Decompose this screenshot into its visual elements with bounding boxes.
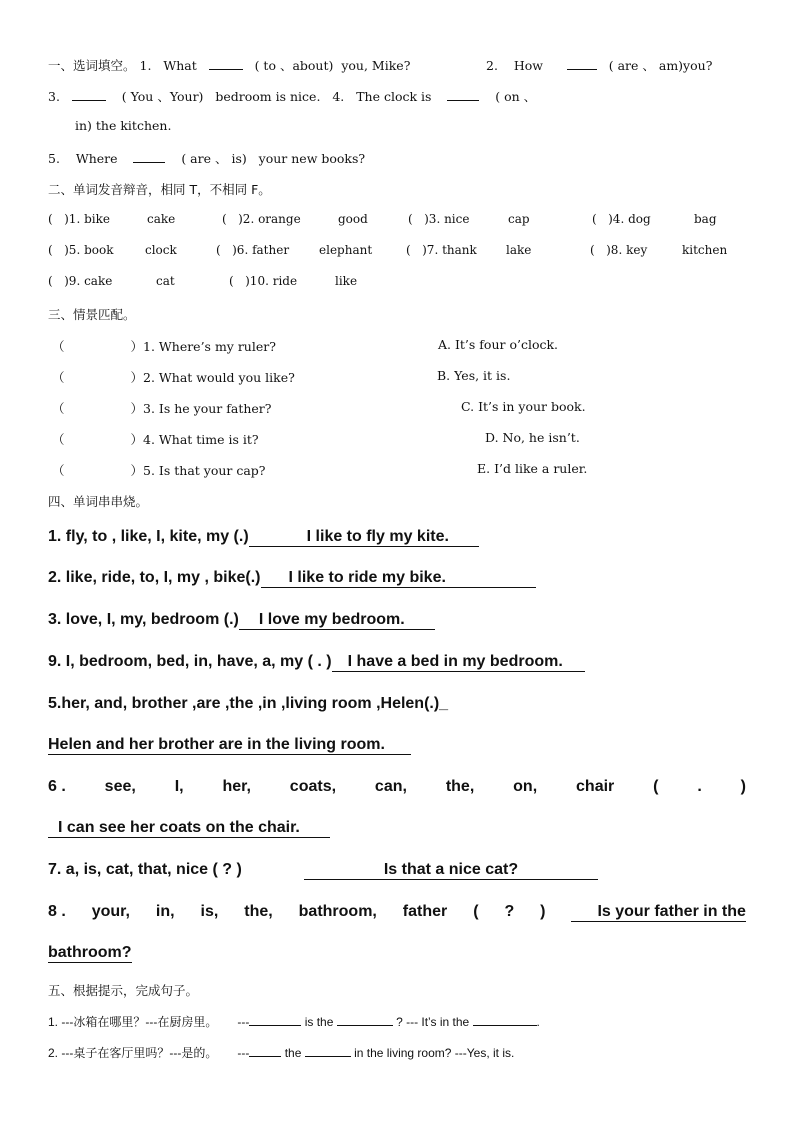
- section5-title: 五、根据提示，完成句子。: [48, 983, 199, 998]
- q1-word: What: [163, 58, 197, 73]
- s3-answer-b: B. Yes, it is.: [437, 368, 511, 383]
- q3-options: ( You 、Your): [121, 89, 204, 104]
- section4-title: 四、单词串串烧。: [48, 494, 149, 509]
- q4-continued: in) the kitchen.: [75, 118, 172, 133]
- s2-item-6-num: )6. father: [232, 243, 290, 257]
- s4-sentence-8-words: [48, 903, 746, 922]
- s4-sentence-8-answer: [48, 944, 132, 963]
- s4-q6-token: (: [653, 778, 659, 795]
- s3-question-1: （ ）1. Where’s my ruler?: [52, 339, 276, 354]
- q5-number: 5.: [48, 151, 60, 166]
- section3-title: 三、情景匹配。: [48, 307, 136, 322]
- s4-sentence-5-answer: [48, 736, 411, 755]
- s5-q1-text-4: .: [536, 1015, 540, 1029]
- s5-q1-text-3: ? --- It’s in the: [396, 1015, 470, 1029]
- s2-item-4: ( )4. dog: [592, 212, 651, 226]
- s5-q1: [48, 1013, 540, 1030]
- s4-q6-token: see,: [104, 778, 136, 795]
- q5-blank[interactable]: [133, 151, 165, 163]
- s5-q1-blank-2[interactable]: [337, 1014, 393, 1026]
- s3-question-5: （ ）5. Is that your cap?: [52, 463, 266, 478]
- s4-q6-token: coats,: [289, 778, 337, 795]
- section2-title: 二、单词发音辩音，相同 T，不相同 F。: [48, 182, 271, 197]
- s4-q6-token: ): [740, 778, 746, 795]
- s4-q6-token: chair: [576, 778, 615, 795]
- s4-q8-token: in,: [155, 903, 175, 920]
- s2-item-5-num: )5. book: [64, 243, 114, 257]
- s2-item-8-word: kitchen: [682, 243, 728, 257]
- s3-answer-c: C. It’s in your book.: [461, 399, 586, 414]
- s4-q4-answer: I have a bed in my bedroom.: [332, 653, 585, 672]
- s2-item-7: ( )7. thank: [406, 243, 477, 257]
- s5-q2: [48, 1044, 514, 1061]
- s4-q6-token: 6 .: [48, 778, 66, 795]
- s5-q2-text-2: the: [284, 1046, 302, 1060]
- s4-q1-words: 1. fly, to , like, I, kite, my (.): [48, 528, 249, 545]
- s4-q6-token: .: [697, 778, 702, 795]
- s4-q6-answer: I can see her coats on the chair.: [48, 819, 330, 838]
- s5-q2-blank-2[interactable]: [305, 1045, 351, 1057]
- s3-question-4: （ ）4. What time is it?: [52, 432, 259, 447]
- s4-sentence-4: [48, 653, 585, 672]
- s4-sentence-6-answer: [48, 819, 330, 838]
- q2-row: [486, 56, 712, 74]
- s2-item-2-word: good: [338, 212, 368, 226]
- s3-question-5-text: ）5. Is that your cap?: [130, 463, 266, 478]
- q3-rest: bedroom is nice.: [215, 89, 321, 104]
- s4-q8-token: (: [473, 903, 479, 920]
- s4-q3-words: 3. love, I, my, bedroom (.): [48, 611, 239, 628]
- q2-blank[interactable]: [567, 58, 597, 70]
- s4-q5-answer: Helen and her brother are in the living room.: [48, 736, 411, 755]
- s4-q8-answer-part1: Is your father in the: [571, 903, 745, 922]
- s4-q6-token: her,: [222, 778, 251, 795]
- s5-q1-dash: ---: [237, 1015, 250, 1029]
- s4-q2-answer: I like to ride my bike.: [261, 569, 536, 588]
- s3-question-2-text: ）2. What would you like?: [130, 370, 295, 385]
- s2-item-5: ( )5. book: [48, 243, 114, 257]
- s4-sentence-6-words: [48, 778, 746, 796]
- q5-word: Where: [75, 151, 118, 166]
- s3-answer-d: D. No, he isn’t.: [485, 430, 580, 445]
- q3-q4-row: [48, 87, 536, 105]
- s5-q1-blank-1[interactable]: [249, 1014, 301, 1026]
- s5-q2-prompt: 2. ---桌子在客厅里吗？---是的。: [48, 1046, 218, 1060]
- s4-q7-answer: Is that a nice cat?: [304, 861, 598, 880]
- s2-item-4-num: )4. dog: [608, 212, 651, 226]
- s2-item-10-num: )10. ride: [245, 274, 298, 288]
- q3-number: 3.: [48, 89, 60, 104]
- s2-item-2: ( )2. orange: [222, 212, 301, 226]
- s2-item-2-num: )2. orange: [238, 212, 301, 226]
- s3-question-2: （ ）2. What would you like?: [52, 370, 295, 385]
- s4-q8-token: ): [540, 903, 546, 920]
- s4-sentence-2: [48, 569, 536, 588]
- s5-q2-text-3: in the living room? ---Yes, it is.: [354, 1046, 515, 1060]
- q1-number: 1.: [139, 58, 152, 73]
- s5-q1-prompt: 1. ---冰箱在哪里？---在厨房里。: [48, 1015, 218, 1029]
- s2-item-6-word: elephant: [319, 243, 373, 257]
- s2-item-3-num: )3. nice: [424, 212, 470, 226]
- s4-q8-token: the,: [244, 903, 273, 920]
- section1-title: 一、选词填空。: [48, 58, 136, 73]
- s2-item-9: ( )9. cake: [48, 274, 113, 288]
- s4-q8-token: is,: [200, 903, 219, 920]
- s2-item-4-word: bag: [694, 212, 717, 226]
- q1-rest: you, Mike?: [341, 58, 411, 73]
- q4-words: The clock is: [356, 89, 432, 104]
- q4-options: ( on 、: [495, 89, 537, 104]
- s4-q6-token: can,: [374, 778, 407, 795]
- s4-q8-token: ?: [504, 903, 515, 920]
- section1-row1: [48, 56, 410, 74]
- s5-q1-blank-3[interactable]: [473, 1014, 537, 1026]
- s4-q6-token: the,: [445, 778, 475, 795]
- s2-item-1: ( )1. bike: [48, 212, 110, 226]
- s4-q2-words: 2. like, ride, to, I, my , bike(.): [48, 569, 261, 586]
- s4-q7-words: 7. a, is, cat, that, nice ( ? ): [48, 861, 242, 878]
- s4-sentence-5-words: 5.her, and, brother ,are ,the ,in ,living room ,Helen(.)_: [48, 695, 449, 712]
- s4-q8-token: your,: [91, 903, 130, 920]
- s2-item-1-word: cake: [147, 212, 176, 226]
- s3-answer-e: E. I’d like a ruler.: [477, 461, 588, 476]
- q2-options: ( are 、 am)you?: [608, 58, 713, 73]
- s4-q3-answer: I love my bedroom.: [239, 611, 435, 630]
- s4-q8-token: 8 .: [48, 903, 66, 920]
- s3-question-3: （ ）3. Is he your father?: [52, 401, 272, 416]
- s2-item-1-num: )1. bike: [64, 212, 110, 226]
- s2-item-8: ( )8. key: [590, 243, 648, 257]
- q2-word: How: [513, 58, 543, 73]
- s3-answer-a: A. It’s four o’clock.: [438, 337, 559, 352]
- s2-item-6: ( )6. father: [216, 243, 290, 257]
- q1-options: ( to 、about): [254, 58, 334, 73]
- q2-number: 2.: [486, 58, 498, 73]
- s5-q2-dash: ---: [237, 1046, 250, 1060]
- s5-q1-text-2: is the: [304, 1015, 334, 1029]
- s2-item-8-num: )8. key: [606, 243, 648, 257]
- s4-q8-token: bathroom,: [298, 903, 377, 920]
- s4-q8-answer-part2: bathroom?: [48, 944, 132, 961]
- q5-row: [48, 149, 365, 167]
- s2-item-3: ( )3. nice: [408, 212, 470, 226]
- s4-sentence-7: [48, 861, 598, 880]
- s4-q6-token: I,: [174, 778, 184, 795]
- s2-item-7-num: )7. thank: [422, 243, 477, 257]
- q4-blank[interactable]: [447, 89, 479, 101]
- s4-q8-token: father: [402, 903, 448, 920]
- q3-blank[interactable]: [72, 89, 106, 101]
- s4-q6-token: on,: [513, 778, 538, 795]
- q5-options: ( are 、 is): [181, 151, 247, 166]
- s4-q1-answer: I like to fly my kite.: [249, 528, 479, 547]
- s2-item-10-word: like: [335, 274, 358, 288]
- s3-question-3-text: ）3. Is he your father?: [130, 401, 272, 416]
- s2-item-9-num: )9. cake: [64, 274, 113, 288]
- q1-blank[interactable]: [209, 58, 243, 70]
- q4-number: 4.: [332, 89, 345, 104]
- s4-sentence-1: [48, 528, 479, 547]
- s2-item-5-word: clock: [145, 243, 177, 257]
- q5-rest: your new books?: [258, 151, 366, 166]
- s3-question-4-text: ）4. What time is it?: [130, 432, 259, 447]
- s2-item-9-word: cat: [156, 274, 175, 288]
- s4-sentence-3: [48, 611, 435, 630]
- s3-question-1-text: ）1. Where’s my ruler?: [130, 339, 276, 354]
- s2-item-10: ( )10. ride: [229, 274, 298, 288]
- s2-item-7-word: lake: [506, 243, 532, 257]
- s4-q4-words: 9. I, bedroom, bed, in, have, a, my ( . ): [48, 653, 332, 670]
- s5-q2-blank-1[interactable]: [249, 1045, 281, 1057]
- s2-item-3-word: cap: [508, 212, 530, 226]
